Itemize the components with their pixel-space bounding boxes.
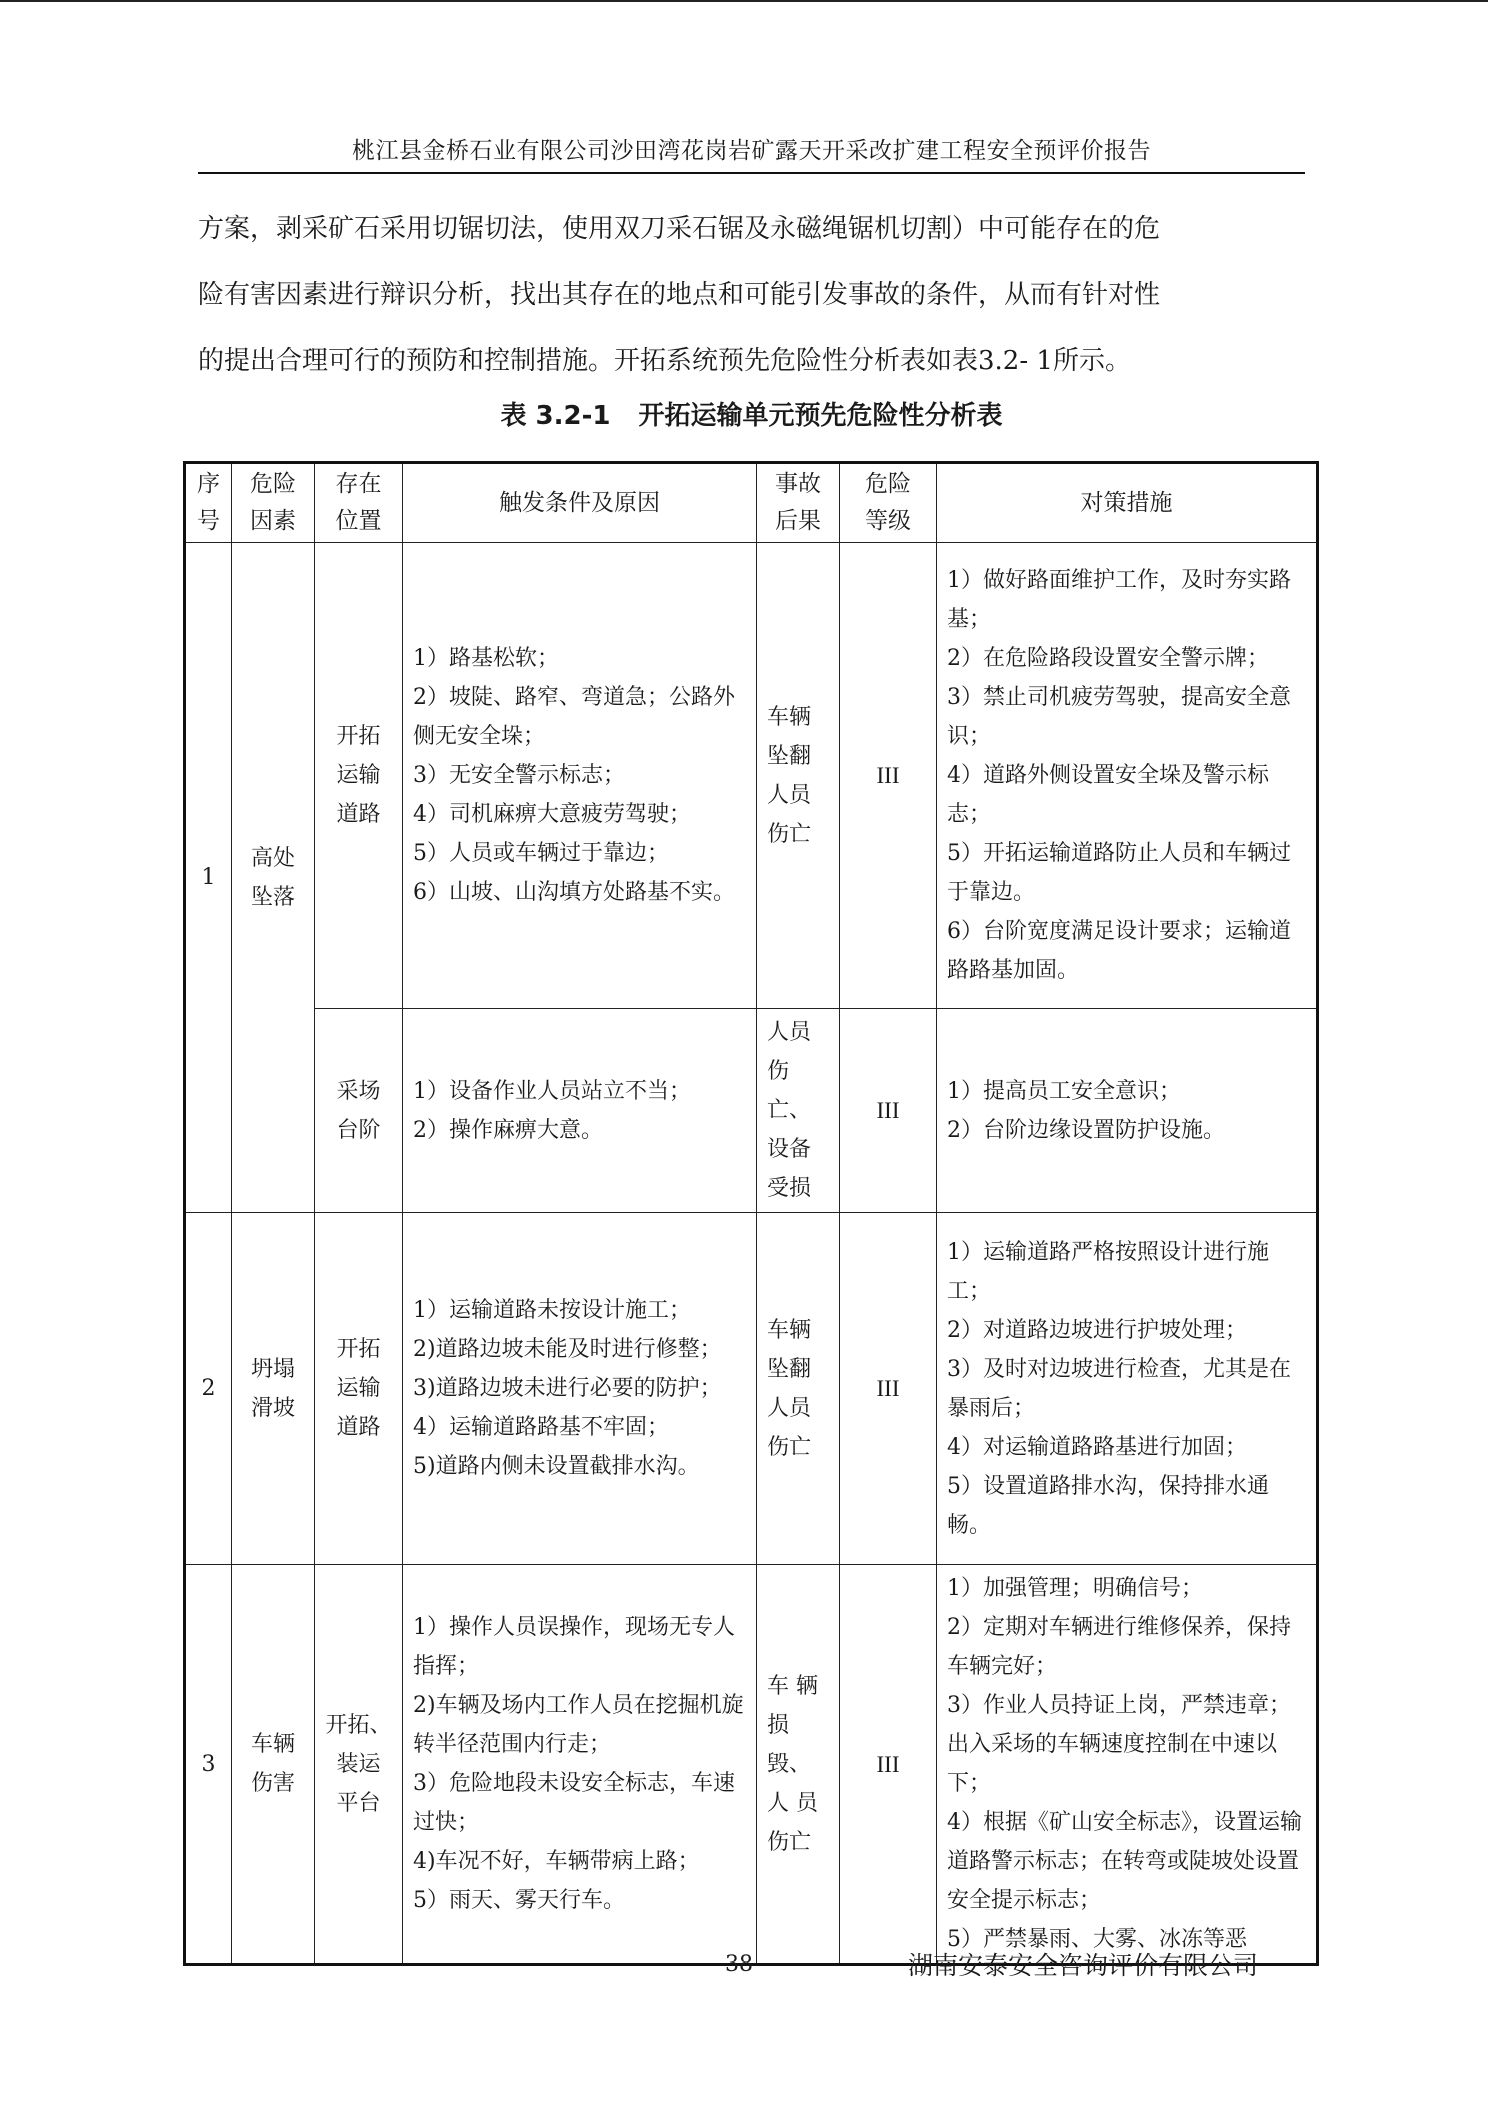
header-text: 危险 <box>865 471 911 497</box>
cell-line: 4）根据《矿山安全标志》，设置运输道路警示标志；在转弯或陡坡处设置安全提示标志； <box>947 1810 1302 1913</box>
cell-location <box>315 1009 403 1213</box>
cell-line: 人员 <box>767 1395 812 1421</box>
cell-measures <box>937 1009 1318 1213</box>
cell-no: 3 <box>185 1565 232 1965</box>
cell-line: 设备 <box>767 1137 812 1162</box>
header-causes <box>403 463 757 543</box>
cell-no: 2 <box>185 1213 232 1565</box>
cell-line: 6）台阶宽度满足设计要求；运输道路路基加固。 <box>947 919 1291 983</box>
cell-line: 伤亡 <box>767 821 812 847</box>
header-text: 位置 <box>335 508 382 534</box>
cell-consequence <box>757 1009 840 1213</box>
cell-line: 5）严禁暴雨、大雾、冰冻等恶 <box>947 1927 1247 1952</box>
cell-consequence <box>757 1213 840 1565</box>
cell-line: 开拓、 <box>325 1712 392 1738</box>
cell-grade: III <box>840 1213 937 1565</box>
cell-line: 运输 <box>336 1376 381 1401</box>
header-text: 触发条件及原因 <box>499 489 660 516</box>
cell-grade: III <box>840 1009 937 1213</box>
cell-line: 3）及时对边坡进行检查，尤其是在暴雨后； <box>947 1356 1291 1421</box>
cell-line: 5）设置道路排水沟，保持排水通畅。 <box>947 1473 1269 1538</box>
header-text: 对策措施 <box>1080 489 1173 516</box>
body-line: 险有害因素进行辩识分析，找出其存在的地点和可能引发事故的条件，从而有针对性 <box>198 280 1161 310</box>
cell-line: 车辆 <box>250 1732 295 1757</box>
cell-location <box>315 1213 403 1565</box>
table-caption <box>198 395 1305 432</box>
cell-grade: III <box>840 543 937 1009</box>
table-row <box>185 1009 1318 1213</box>
cell-line: 车辆 <box>767 704 812 730</box>
cell-location <box>315 1565 403 1965</box>
cell-line: 坠落 <box>250 884 295 910</box>
cell-line: 台阶 <box>336 1117 381 1143</box>
cell-line: 2）台阶边缘设置防护设施。 <box>947 1117 1225 1143</box>
cell-line: 平台 <box>336 1790 381 1816</box>
cell-line: 1）做好路面维护工作，及时夯实路基； <box>947 568 1291 632</box>
hazard-analysis-table <box>183 461 1319 1966</box>
table-header-row <box>185 463 1318 543</box>
table-row <box>185 1565 1318 1965</box>
cell-line: 5）雨天、雾天行车。 <box>413 1888 625 1913</box>
table-caption-title: 开拓运输单元预先危险性分析表 <box>638 401 1003 431</box>
cell-line: 2）定期对车辆进行维修保养，保持车辆完好； <box>947 1615 1291 1679</box>
cell-hazard <box>232 1213 315 1565</box>
page-top-edge <box>0 0 1488 2</box>
cell-line: 1）设备作业人员站立不当； <box>413 1078 691 1104</box>
cell-line: 伤亡 <box>767 1829 812 1855</box>
cell-consequence <box>757 543 840 1009</box>
cell-line: 6）山坡、山沟填方处路基不实。 <box>413 880 735 905</box>
cell-line: 4）司机麻痹大意疲劳驾驶； <box>413 802 691 827</box>
cell-line: 伤亡、 <box>767 1059 812 1123</box>
cell-line: 道路 <box>336 802 381 827</box>
cell-line: 5)道路内侧未设置截排水沟。 <box>413 1454 700 1479</box>
header-text: 序 <box>197 471 220 497</box>
cell-line: 开拓 <box>336 724 381 749</box>
cell-line: 5）人员或车辆过于靠边； <box>413 841 669 866</box>
header-consequence <box>757 463 840 543</box>
footer-company: 湖南安泰安全咨询评价有限公司 <box>908 1951 1259 1980</box>
cell-measures <box>937 1213 1318 1565</box>
cell-line: 2）坡陡、路窄、弯道急；公路外侧无安全垛； <box>413 685 735 749</box>
header-grade <box>840 463 937 543</box>
cell-measures <box>937 1565 1318 1965</box>
cell-hazard <box>232 543 315 1213</box>
cell-line: 3）危险地段未设安全标志，车速过快； <box>413 1771 735 1835</box>
cell-line: 装运 <box>336 1751 381 1777</box>
header-text: 后果 <box>775 508 821 534</box>
header-text: 号 <box>197 508 220 534</box>
cell-line: 4）道路外侧设置安全垛及警示标志； <box>947 763 1269 827</box>
cell-location <box>315 543 403 1009</box>
cell-line: 1）运输道路未按设计施工； <box>413 1298 691 1323</box>
cell-line: 采场 <box>336 1078 381 1104</box>
table-body <box>185 543 1318 1965</box>
cell-line: 运输 <box>336 763 381 788</box>
cell-line: 伤亡 <box>767 1434 812 1460</box>
cell-line: 2)道路边坡未能及时进行修整； <box>413 1337 722 1362</box>
header-text: 事故 <box>775 471 821 497</box>
body-paragraph <box>198 196 1305 394</box>
cell-line: 车 辆 <box>767 1673 818 1699</box>
cell-line: 1）运输道路严格按照设计进行施工； <box>947 1239 1269 1304</box>
cell-line: 2）操作麻痹大意。 <box>413 1117 603 1143</box>
cell-line: 3）无安全警示标志； <box>413 763 625 788</box>
header-no <box>185 463 232 543</box>
cell-line: 2）对道路边坡进行护坡处理； <box>947 1317 1247 1343</box>
header-text: 因素 <box>250 508 296 534</box>
cell-line: 人 员 <box>767 1790 818 1816</box>
cell-measures <box>937 543 1318 1009</box>
cell-line: 1）路基松软； <box>413 646 559 671</box>
header-text: 等级 <box>865 508 911 534</box>
header-measures <box>937 463 1318 543</box>
cell-line: 高处 <box>250 845 295 871</box>
cell-line: 坠翻 <box>767 1356 812 1382</box>
cell-line: 坍塌 <box>250 1356 295 1382</box>
cell-line: 坠翻 <box>767 743 812 769</box>
cell-grade: III <box>840 1565 937 1965</box>
cell-line: 人员 <box>767 782 812 808</box>
cell-consequence <box>757 1565 840 1965</box>
body-line: 的提出合理可行的预防和控制措施。开拓系统预先危险性分析表如表3.2- 1所示。 <box>198 346 1131 376</box>
cell-line: 开拓 <box>336 1337 381 1362</box>
cell-causes <box>403 1213 757 1565</box>
cell-line: 人员 <box>767 1020 812 1045</box>
header-location <box>315 463 403 543</box>
body-line: 方案，剥采矿石采用切锯切法，使用双刀采石锯及永磁绳锯机切割）中可能存在的危 <box>198 214 1161 244</box>
cell-hazard <box>232 1565 315 1965</box>
table-row <box>185 543 1318 1009</box>
cell-line: 5）开拓运输道路防止人员和车辆过于靠边。 <box>947 841 1291 905</box>
cell-line: 4)车况不好，车辆带病上路； <box>413 1849 700 1874</box>
cell-line: 道路 <box>336 1415 381 1440</box>
page-number: 38 <box>725 1952 753 1977</box>
header-text: 存在 <box>335 471 382 497</box>
cell-line: 受损 <box>767 1176 812 1201</box>
cell-line: 3）作业人员持证上岗，严禁违章；出入采场的车辆速度控制在中速以下； <box>947 1693 1291 1796</box>
header-text: 危险 <box>250 471 296 497</box>
cell-line: 3)道路边坡未进行必要的防护； <box>413 1376 722 1401</box>
cell-line: 滑坡 <box>250 1395 295 1421</box>
header-rule <box>198 172 1305 174</box>
running-header: 桃江县金桥石业有限公司沙田湾花岗岩矿露天开采改扩建工程安全预评价报告 <box>352 138 1151 164</box>
header-hazard <box>232 463 315 543</box>
cell-line: 4）运输道路路基不牢固； <box>413 1415 669 1440</box>
cell-line: 3）禁止司机疲劳驾驶，提高安全意识； <box>947 685 1291 749</box>
table-row <box>185 1213 1318 1565</box>
cell-causes <box>403 543 757 1009</box>
cell-line: 伤害 <box>250 1771 295 1796</box>
cell-causes <box>403 1565 757 1965</box>
cell-line: 1）加强管理；明确信号； <box>947 1576 1203 1601</box>
cell-no: 1 <box>185 543 232 1213</box>
cell-line: 1）提高员工安全意识； <box>947 1078 1181 1104</box>
cell-line: 4）对运输道路路基进行加固； <box>947 1434 1247 1460</box>
table-caption-number: 表 3.2-1 <box>500 401 611 431</box>
cell-line: 损毁、 <box>767 1712 812 1777</box>
cell-line: 2）在危险路段设置安全警示牌； <box>947 646 1269 671</box>
cell-line: 2)车辆及场内工作人员在挖掘机旋转半径范围内行走； <box>413 1693 744 1757</box>
cell-causes <box>403 1009 757 1213</box>
cell-line: 车辆 <box>767 1317 812 1343</box>
cell-line: 1）操作人员误操作，现场无专人指挥； <box>413 1615 735 1679</box>
